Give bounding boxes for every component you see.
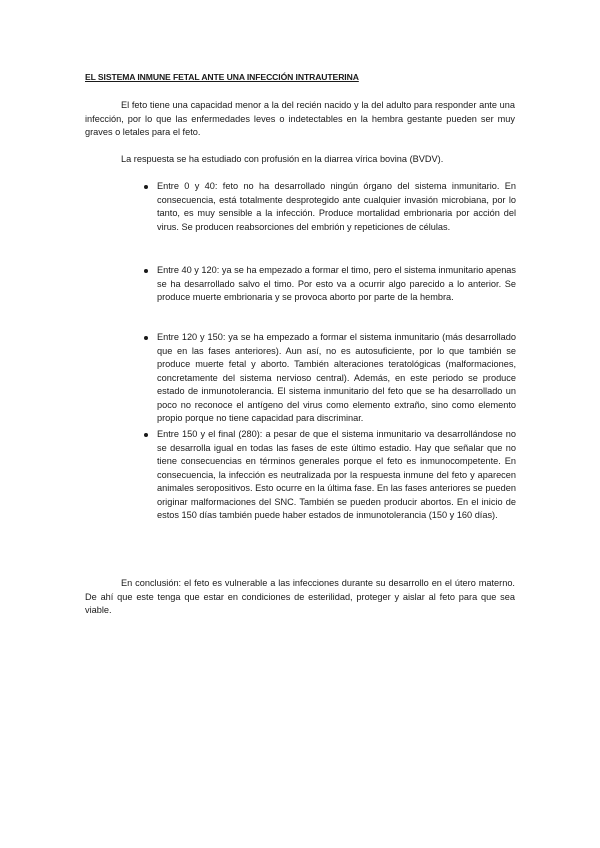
- stage-text: Entre 0 y 40: feto no ha desarrollado ningún órgano del sistema inmunitario. En consecuencia, está totalmente desprotegido ante cualquier invasión microbiana, por lo tanto, es muy sensible a la infección. Produce mortalidad embrionaria por acción del virus. Se producen reabsorciones del embrión y repeticiones de células.: [157, 181, 516, 232]
- bullet-icon: [144, 185, 148, 189]
- stage-text: Entre 150 y el final (280): a pesar de que el sistema inmunitario va desarrollándose no se desarrolla igual en todas las fases de este último estadio. Hay que señalar que no tiene consecuencias en términos generales porque el feto es inmunocompetente. En consecuencia, la infección es neutralizada por la respuesta inmune del feto y aparecen animales seropositivos. Esto ocurre en la última fase. En las fases anteriores se pueden originar malformaciones del SNC. También se pueden producir abortos. En el inicio de estos 150 días también puede haber estados de inmunotolerancia (150 y 160 días).: [157, 429, 516, 520]
- list-item: [121, 180, 516, 234]
- list-item: [121, 428, 516, 523]
- list-item: [121, 264, 516, 305]
- conclusion-paragraph: En conclusión: el feto es vulnerable a las infecciones durante su desarrollo en el útero materno. De ahí que este tenga que estar en condiciones de esterilidad, proteger y aislar al feto para que sea viable.: [85, 578, 515, 615]
- document-title: EL SISTEMA INMUNE FETAL ANTE UNA INFECCIÓN INTRAUTERINA: [85, 72, 359, 82]
- stage-text: Entre 120 y 150: ya se ha empezado a formar el sistema inmunitario (más desarrollado que en las fases anteriores). Aun así, no es autosuficiente, por lo que también se produce muerte fetal y aborto. También alteraciones teratológicas (malformaciones, concretamente del sistema nervioso central). Además, en este periodo se produce estado de inmunotolerancia. El sistema inmunitario del feto que se ha desarrollado un poco no reconoce el antígeno del virus como elemento extraño, sino como elemento propio porque no tiene capacidad para discriminar.: [157, 332, 516, 423]
- list-item: [121, 331, 516, 426]
- bullet-icon: [144, 433, 148, 437]
- bullet-icon: [144, 269, 148, 273]
- study-note-paragraph: La respuesta se ha estudiado con profusión en la diarrea vírica bovina (BVDV).: [121, 154, 444, 164]
- stage-text: Entre 40 y 120: ya se ha empezado a formar el timo, pero el sistema inmunitario apenas se ha desarrollado salvo el timo. Por esto va a ocurrir algo parecido a lo anterior. Se produce muerte embrionaria y se provoca aborto por parte de la hembra.: [157, 265, 517, 302]
- intro-paragraph: El feto tiene una capacidad menor a la del recién nacido y la del adulto para responder ante una infección, por lo que las enfermedades leves o indetectables en la hembra gestante pueden ser muy graves o letales para el feto.: [85, 100, 515, 137]
- bullet-icon: [144, 336, 148, 340]
